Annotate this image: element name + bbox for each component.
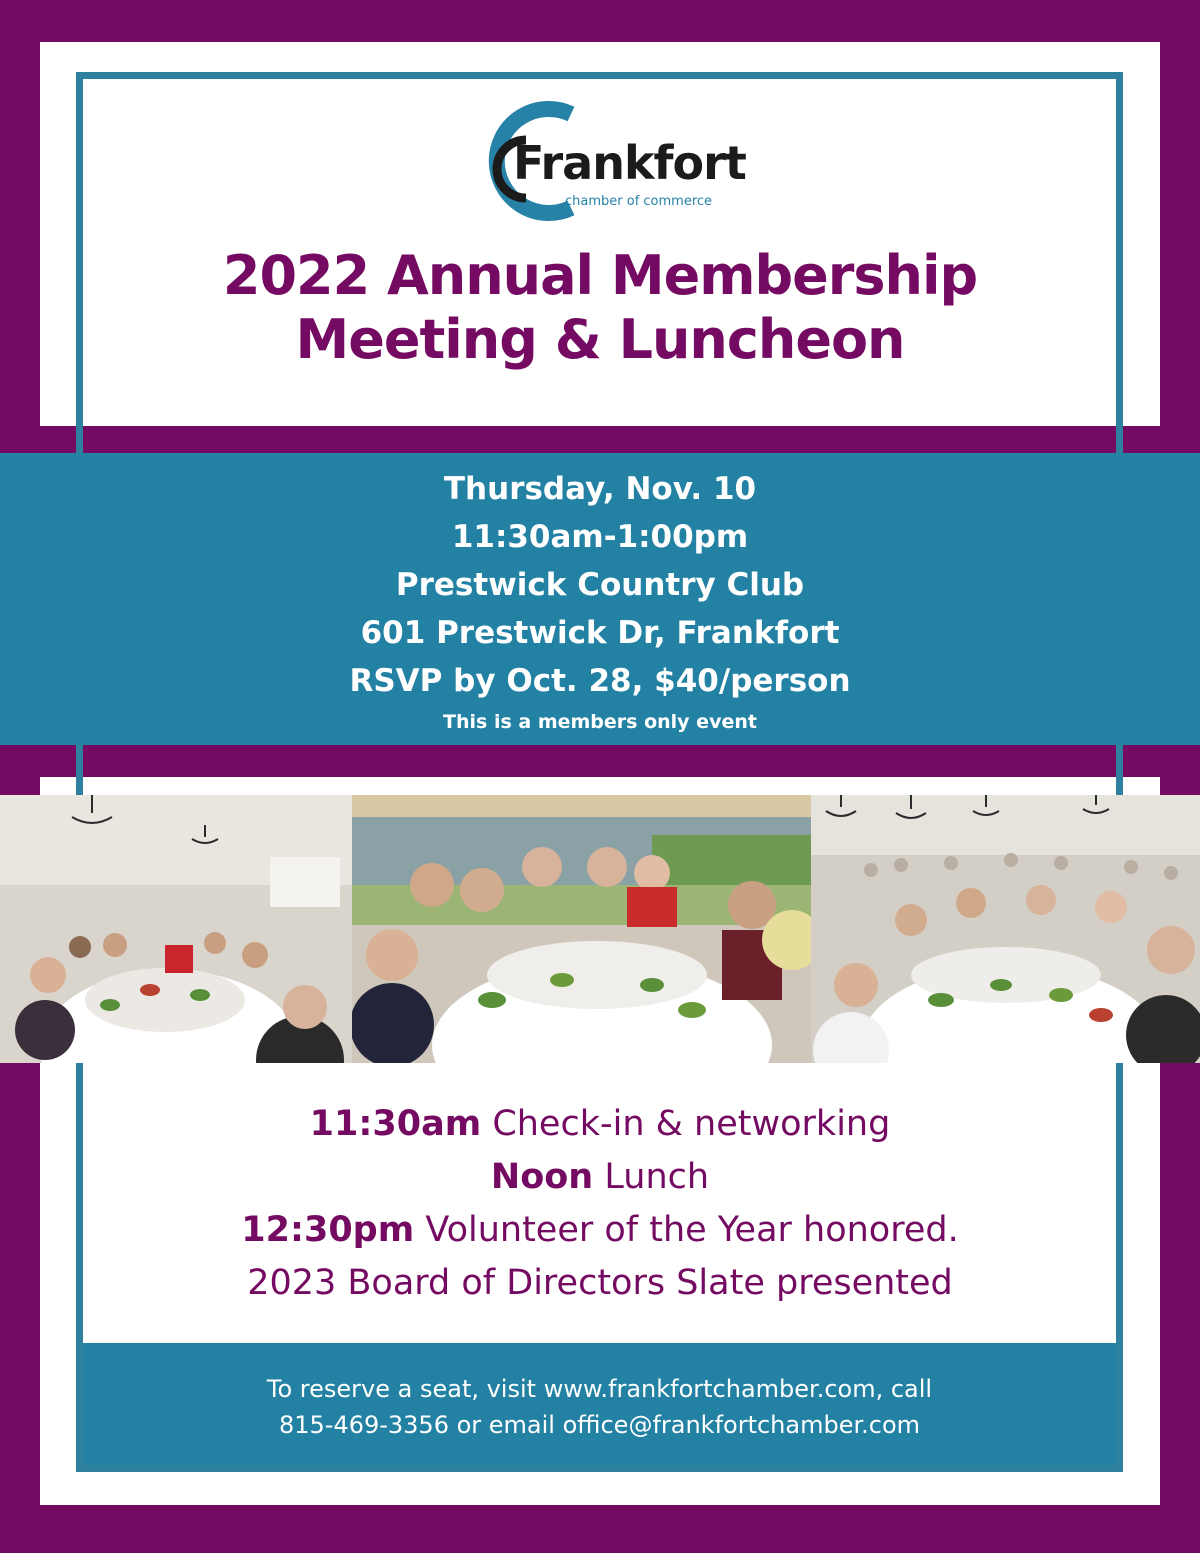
frame-line-bottom: [76, 1465, 1123, 1472]
photo-strip: [0, 795, 1200, 1063]
event-venue: Prestwick Country Club: [395, 567, 805, 603]
page-title: [40, 244, 1160, 372]
luncheon-photo-3: [811, 795, 1200, 1063]
frame-line-top: [76, 72, 1123, 79]
luncheon-photo-2: [352, 795, 811, 1063]
schedule-text: Check-in & networking: [492, 1104, 891, 1144]
logo-name: Frankfort: [513, 136, 746, 190]
title-line-1: 2022 Annual Membership: [222, 244, 978, 307]
title-line-2: Meeting & Luncheon: [295, 308, 905, 371]
luncheon-photo-1: [0, 795, 352, 1063]
schedule-time: 11:30am: [309, 1104, 482, 1144]
event-date: Thursday, Nov. 10: [443, 471, 757, 507]
schedule-text: Lunch: [604, 1157, 710, 1197]
schedule-item: [40, 1204, 1160, 1257]
event-info-band: [0, 453, 1200, 745]
schedule-time: 12:30pm: [241, 1210, 415, 1250]
schedule-item: [40, 1151, 1160, 1204]
schedule-time: Noon: [490, 1157, 594, 1197]
schedule-item: [40, 1098, 1160, 1151]
schedule-text: Volunteer of the Year honored.: [425, 1210, 959, 1250]
contact-band: [83, 1343, 1116, 1465]
event-schedule: [40, 1098, 1160, 1310]
frankfort-chamber-logo: [466, 100, 746, 225]
schedule-item: [40, 1257, 1160, 1310]
event-note: This is a members only event: [443, 711, 757, 733]
schedule-text: 2023 Board of Directors Slate presented: [247, 1263, 953, 1303]
contact-line-2: 815-469-3356 or email office@frankfortchamber.com: [278, 1411, 921, 1439]
event-address: 601 Prestwick Dr, Frankfort: [360, 615, 840, 651]
event-rsvp: RSVP by Oct. 28, $40/person: [349, 663, 851, 699]
logo-subtitle: chamber of commerce: [565, 194, 713, 209]
event-time: 11:30am-1:00pm: [451, 519, 749, 555]
contact-line-1: To reserve a seat, visit www.frankfortchamber.com, call: [266, 1375, 933, 1403]
